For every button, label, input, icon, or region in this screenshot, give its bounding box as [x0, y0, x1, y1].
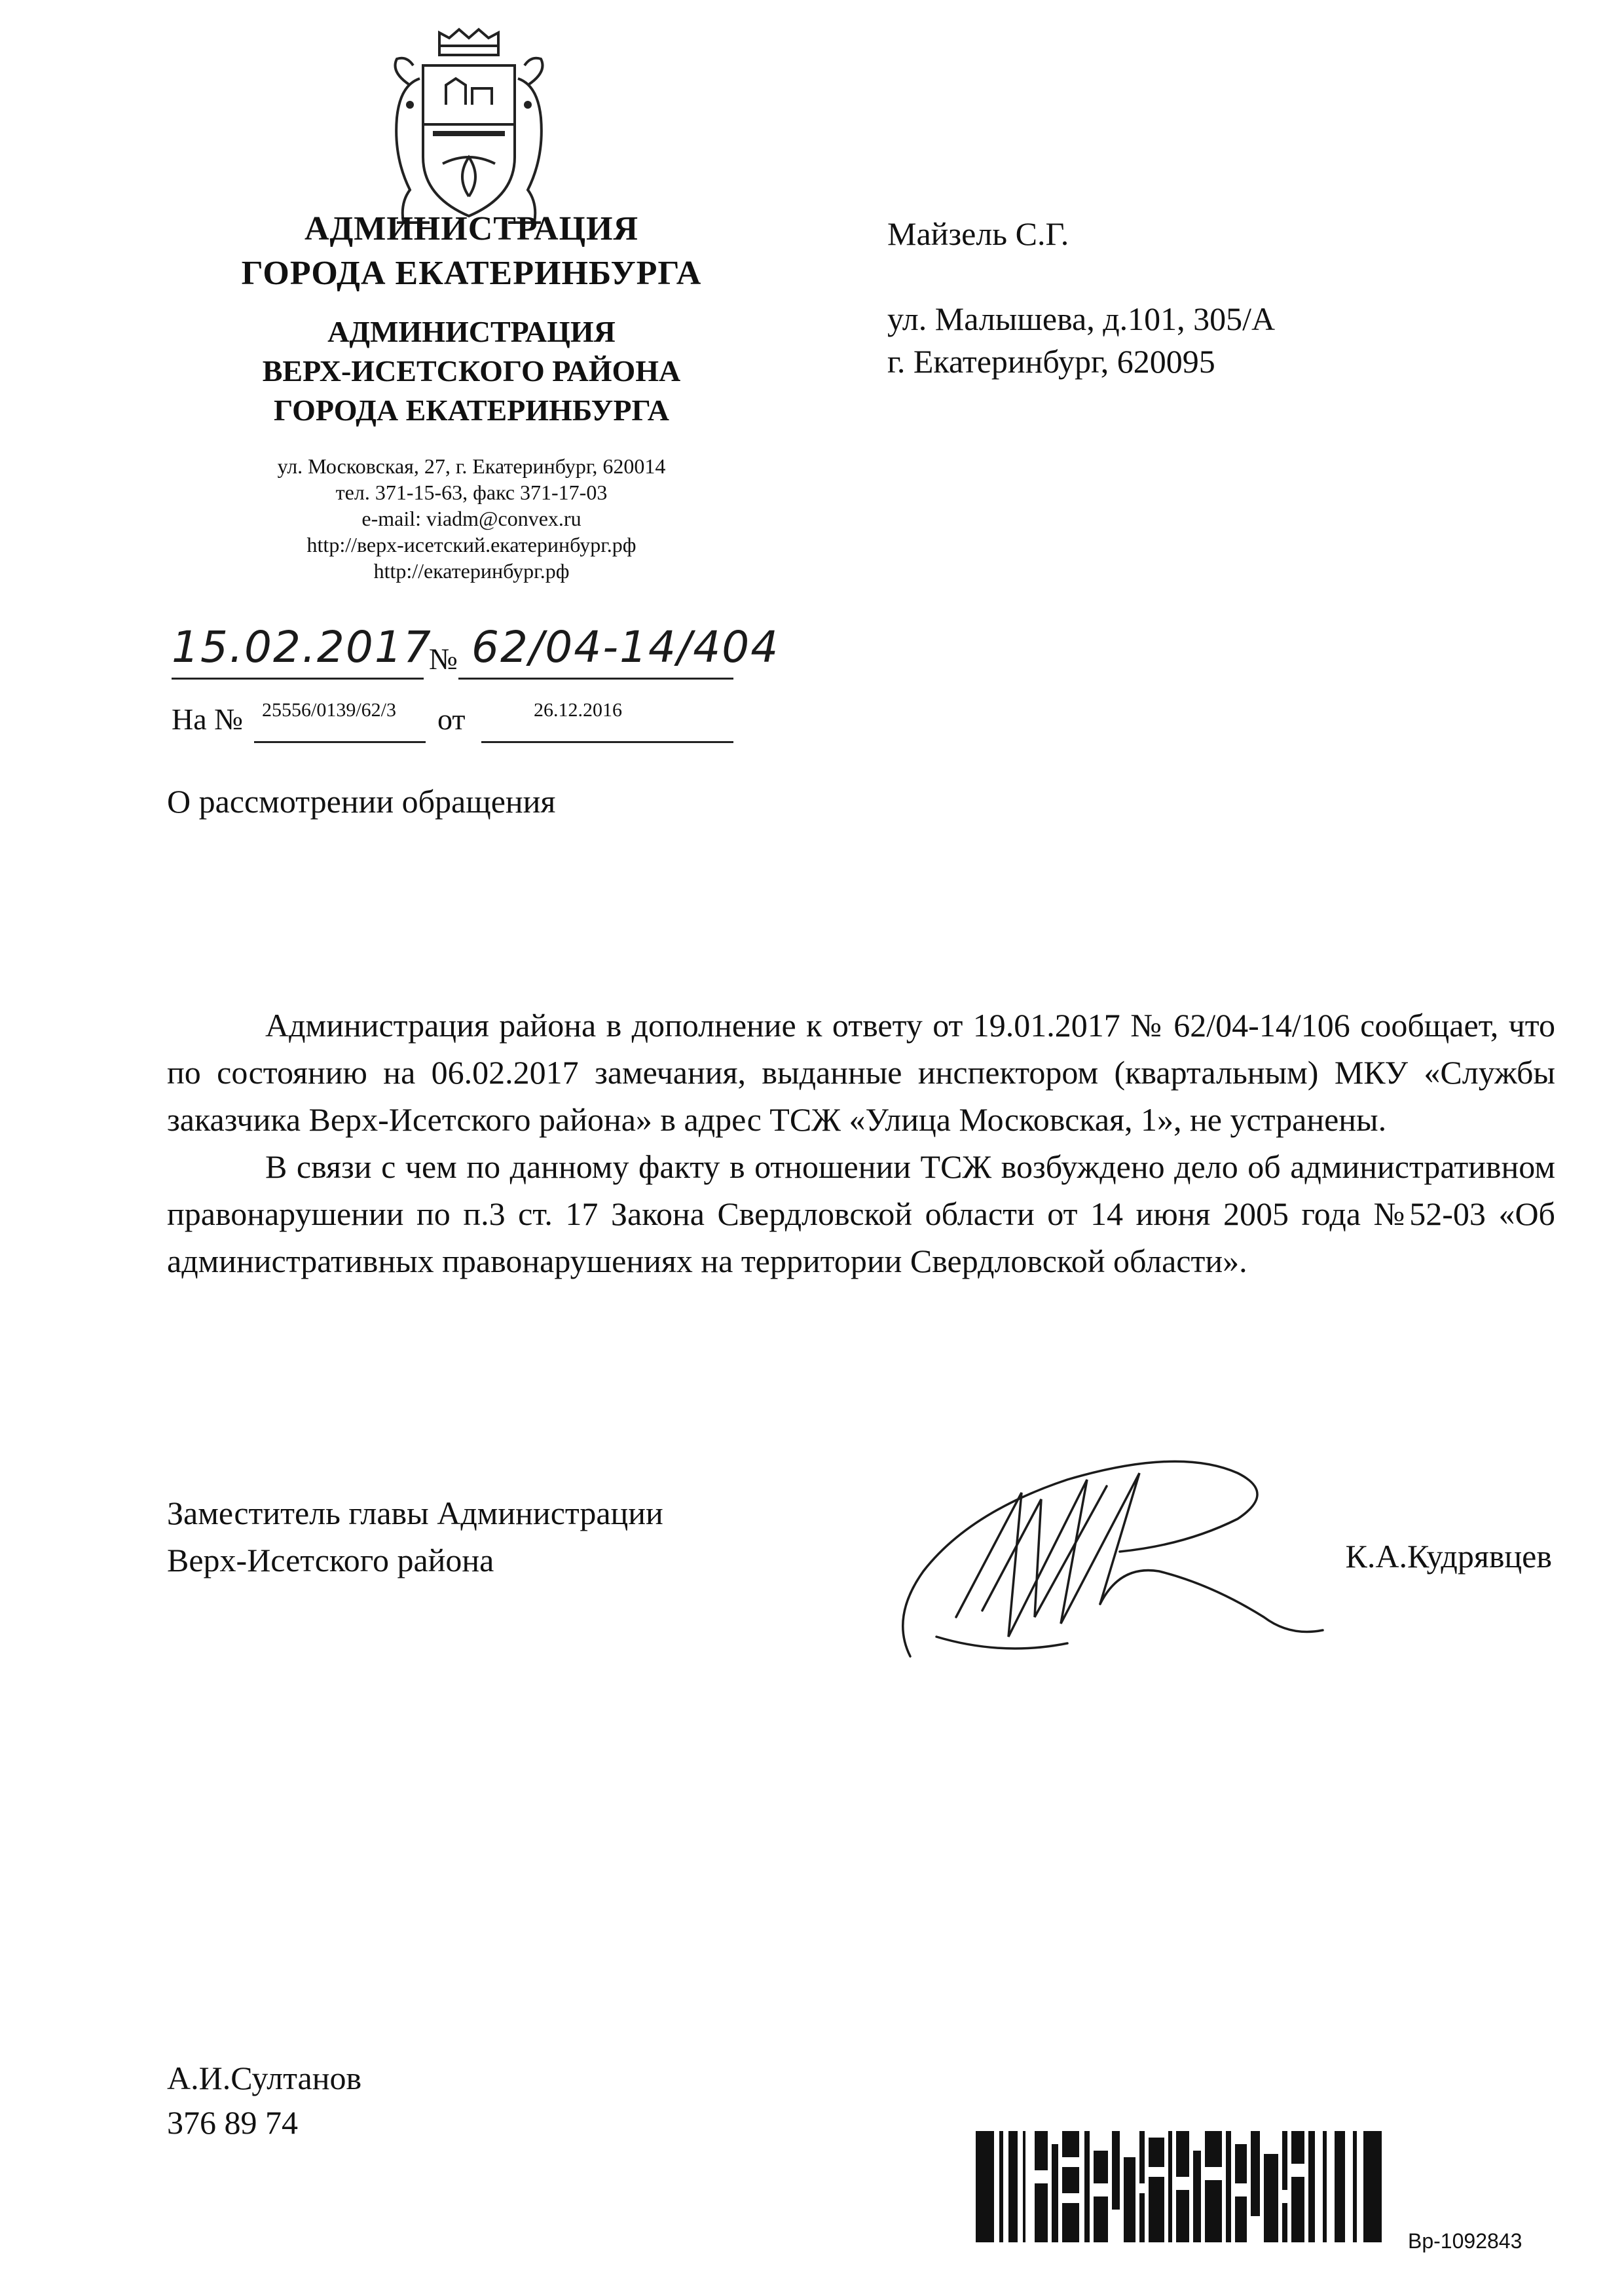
sender-address: ул. Московская, 27, г. Екатеринбург, 620014: [277, 454, 666, 478]
district-title-line-2: ВЕРХ-ИСЕТСКОГО РАЙОНА: [262, 354, 681, 388]
registration-date: 15.02.2017: [172, 622, 432, 672]
executor-name: А.И.Султанов: [167, 2060, 362, 2096]
admin-title-line-1: АДМИНИСТРАЦИЯ: [304, 210, 639, 247]
registration-number-underline: [458, 678, 733, 680]
reference-number-underline: [254, 741, 426, 743]
document-registration-id: Вр-1092843: [1408, 2229, 1522, 2253]
coat-of-arms-emblem: [371, 26, 567, 236]
body-paragraph: Администрация района в дополнение к ответу от 19.01.2017 № 62/04-14/106 сообщает, что по состоянию на 06.02.2017 замечания, выданные инспектором (квартальным) МКУ «Службы заказчика Верх-Исетского района» в адрес ТСЖ «Улица Московская, 1», не устранены.: [167, 1007, 1555, 1138]
recipient-address-street: ул. Малышева, д.101, 305/А: [887, 301, 1276, 337]
reference-date-label: от: [437, 702, 466, 736]
body-paragraph: В связи с чем по данному факту в отношении ТСЖ возбуждено дело об административном правонарушении по п.3 ст. 17 Закона Свердловской области от 14 июня 2005 года №52-03 «Об административных правонарушениях на территории Свердловской области».: [167, 1148, 1555, 1279]
letter-subject: О рассмотрении обращения: [167, 783, 556, 820]
reference-date: 26.12.2016: [534, 699, 622, 721]
handwritten-signature: [871, 1421, 1329, 1683]
executor-info: [167, 2056, 361, 2145]
registration-date-underline: [172, 678, 424, 680]
signatory-name: К.А.Кудрявцев: [1345, 1538, 1552, 1575]
document-barcode: [976, 2131, 1395, 2242]
sender-phone: тел. 371-15-63, факс 371-17-03: [335, 481, 608, 504]
executor-phone: 376 89 74: [167, 2104, 298, 2141]
reference-number: 25556/0139/62/3: [262, 699, 397, 721]
recipient-address-city: г. Екатеринбург, 620095: [887, 343, 1215, 380]
sender-website-district: http://верх-исетский.екатеринбург.рф: [306, 533, 637, 556]
reference-number-label: На №: [172, 702, 244, 736]
sender-contacts: [151, 453, 792, 584]
sender-email: e-mail: viadm@convex.ru: [361, 507, 581, 530]
reference-date-underline: [481, 741, 733, 743]
admin-title-line-2: ГОРОДА ЕКАТЕРИНБУРГА: [241, 255, 702, 292]
signatory-position-line-1: Заместитель главы Администрации: [167, 1495, 663, 1531]
district-title-line-1: АДМИНИСТРАЦИЯ: [327, 315, 616, 348]
recipient-name: Майзель С.Г.: [887, 215, 1069, 252]
signatory-position: [167, 1489, 663, 1584]
registration-number: 62/04-14/404: [471, 622, 780, 672]
signatory-position-line-2: Верх-Исетского района: [167, 1542, 494, 1578]
district-title-line-3: ГОРОДА ЕКАТЕРИНБУРГА: [274, 393, 669, 427]
letter-body: [167, 1002, 1555, 1285]
registration-number-sign: №: [429, 642, 458, 676]
sender-website-city: http://екатеринбург.рф: [373, 559, 570, 583]
